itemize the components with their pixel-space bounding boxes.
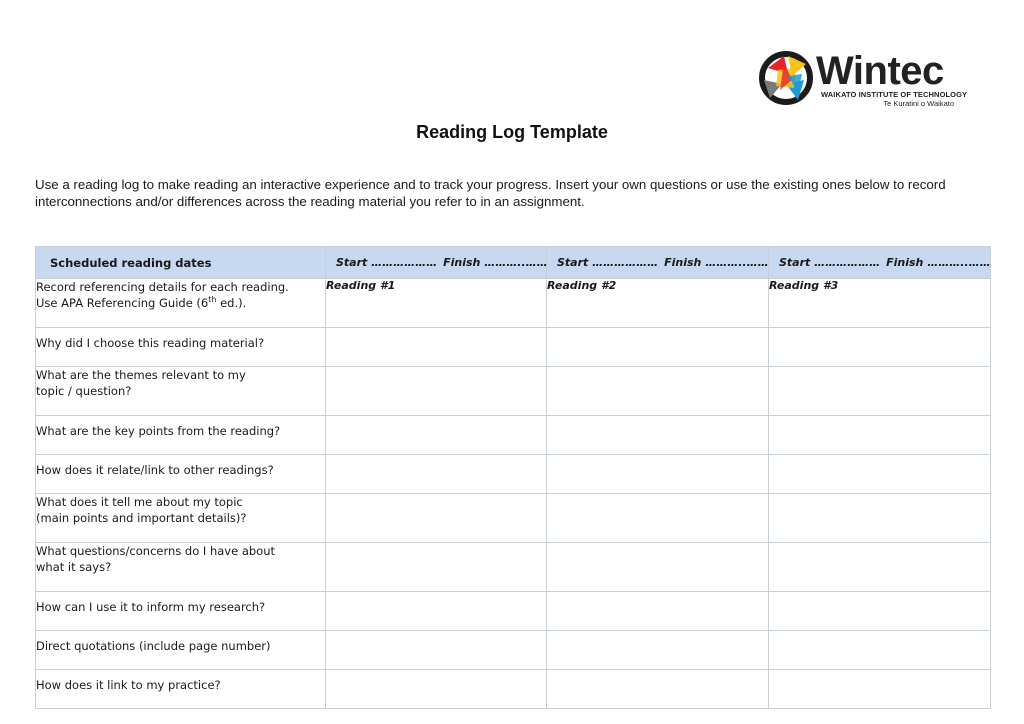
reading-3-cell[interactable] — [769, 279, 991, 328]
question-text: Use APA Referencing Guide (6 — [36, 296, 209, 310]
question-line: Direct quotations (include page number) — [36, 639, 271, 653]
answer-cell[interactable] — [326, 543, 547, 592]
table-row — [36, 367, 991, 416]
table-row — [36, 416, 991, 455]
answer-cell[interactable] — [769, 670, 991, 709]
answer-cell[interactable] — [769, 416, 991, 455]
question-line: (main points and important details)? — [36, 511, 247, 525]
reading-log-table — [35, 246, 991, 709]
question-cell — [36, 494, 326, 543]
start-label: Start ……………… — [557, 256, 659, 269]
answer-cell[interactable] — [326, 494, 547, 543]
table-row — [36, 543, 991, 592]
table-row — [36, 494, 991, 543]
answer-cell[interactable] — [769, 543, 991, 592]
dates-cell-1[interactable] — [326, 247, 547, 279]
finish-label: Finish ………..…… — [886, 256, 991, 269]
answer-cell[interactable] — [769, 494, 991, 543]
logo-institute-name: WAIKATO INSTITUTE OF TECHNOLOGY — [821, 90, 968, 99]
finish-label: Finish ………..…… — [664, 256, 769, 269]
answer-cell[interactable] — [769, 455, 991, 494]
reading-2-label: Reading #2 — [547, 279, 617, 292]
question-line: How does it relate/link to other readings? — [36, 463, 274, 477]
answer-cell[interactable] — [769, 328, 991, 367]
wintec-logo — [758, 49, 968, 110]
answer-cell[interactable] — [547, 543, 769, 592]
question-cell — [36, 279, 326, 328]
dates-cell-3[interactable] — [769, 247, 991, 279]
reading-1-cell[interactable] — [326, 279, 547, 328]
reading-3-label: Reading #3 — [769, 279, 839, 292]
wintec-logo-mark — [758, 50, 814, 106]
question-cell — [36, 592, 326, 631]
answer-cell[interactable] — [769, 631, 991, 670]
question-line: What are the key points from the reading? — [36, 424, 281, 438]
answer-cell[interactable] — [547, 631, 769, 670]
intro-line-2: interconnections and/or differences across the reading material you refer to in an assignment. — [35, 194, 585, 209]
start-label: Start ……………… — [336, 256, 438, 269]
start-label: Start ……………… — [779, 256, 881, 269]
question-text: ed.). — [216, 296, 247, 310]
question-line: How does it link to my practice? — [36, 678, 221, 692]
answer-cell[interactable] — [547, 455, 769, 494]
answer-cell[interactable] — [547, 328, 769, 367]
question-cell — [36, 543, 326, 592]
dates-cell-2[interactable] — [547, 247, 769, 279]
logo-wordmark: Wintec — [816, 49, 944, 93]
question-line: What questions/concerns do I have about — [36, 544, 276, 558]
answer-cell[interactable] — [326, 592, 547, 631]
question-cell — [36, 367, 326, 416]
answer-cell[interactable] — [326, 328, 547, 367]
reading-2-cell[interactable] — [547, 279, 769, 328]
question-line: Why did I choose this reading material? — [36, 336, 265, 350]
question-line: topic / question? — [36, 384, 132, 398]
question-cell — [36, 631, 326, 670]
table-row — [36, 455, 991, 494]
question-cell — [36, 416, 326, 455]
table-row — [36, 279, 991, 328]
answer-cell[interactable] — [547, 670, 769, 709]
question-cell — [36, 455, 326, 494]
table-row — [36, 670, 991, 709]
intro-line-1: Use a reading log to make reading an interactive experience and to track your progress. Insert your own questions or use the existing ones below to record — [35, 177, 946, 192]
question-line: What does it tell me about my topic — [36, 495, 243, 509]
scheduled-dates-header: Scheduled reading dates — [36, 247, 326, 279]
answer-cell[interactable] — [326, 631, 547, 670]
answer-cell[interactable] — [547, 494, 769, 543]
answer-cell[interactable] — [326, 670, 547, 709]
question-cell — [36, 328, 326, 367]
answer-cell[interactable] — [769, 367, 991, 416]
question-line: How can I use it to inform my research? — [36, 600, 266, 614]
question-line: what it says? — [36, 560, 112, 574]
intro-paragraph — [35, 176, 995, 210]
answer-cell[interactable] — [326, 455, 547, 494]
question-cell — [36, 670, 326, 709]
reading-1-label: Reading #1 — [326, 279, 396, 292]
superscript: th — [208, 295, 217, 305]
answer-cell[interactable] — [547, 367, 769, 416]
question-line: Record referencing details for each reading. — [36, 280, 289, 294]
page-title: Reading Log Template — [416, 122, 608, 142]
finish-label: Finish ………..…… — [443, 256, 548, 269]
table-row — [36, 631, 991, 670]
table-header-row — [36, 247, 991, 279]
table-row — [36, 592, 991, 631]
answer-cell[interactable] — [547, 416, 769, 455]
logo-maori-name: Te Kuratini o Waikato — [883, 99, 954, 108]
answer-cell[interactable] — [769, 592, 991, 631]
question-line: What are the themes relevant to my — [36, 368, 246, 382]
answer-cell[interactable] — [547, 592, 769, 631]
table-row — [36, 328, 991, 367]
answer-cell[interactable] — [326, 416, 547, 455]
question-line — [36, 295, 325, 311]
answer-cell[interactable] — [326, 367, 547, 416]
